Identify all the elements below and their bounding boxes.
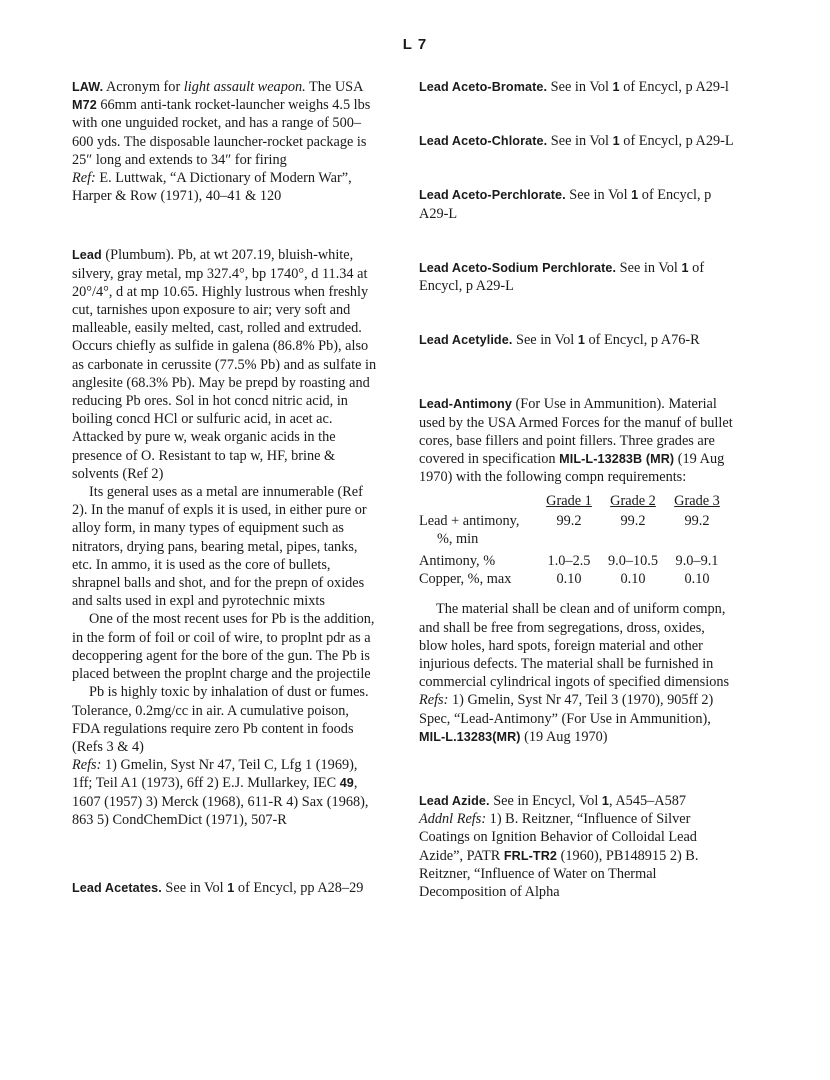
entry-term: Lead-Antimony: [419, 397, 512, 412]
lead-antimony-paragraph: The material shall be clean and of uniform compn, and shall be free from segregations, dross, oxides, blow holes, hard spots, foreign material and other injurious defects. The material shall be furnished in commercial cylindrical ingots of specified dimensions: [419, 601, 730, 691]
entry-term: Lead Aceto-Chlorate.: [419, 134, 548, 149]
table-row-label: Antimony, %: [419, 553, 496, 570]
entry-law: [72, 78, 378, 205]
table-row-label: Lead + antimony,: [419, 512, 520, 529]
table-header-cell: Grade 1: [546, 493, 592, 510]
entry-term: Lead Aceto-Bromate.: [419, 80, 548, 94]
left-column: [72, 78, 378, 897]
table-cell: 0.10: [684, 571, 710, 588]
entry-lead-aceto-sodium-perchlorate: Lead Aceto-Sodium Perchlorate. See in Vol 1 of Encycl, p A29-L: [419, 259, 705, 295]
entry-term: LAW.: [72, 80, 104, 94]
table-cell: 0.10: [556, 571, 582, 588]
table-cell: 9.0–10.5: [607, 553, 659, 570]
table-header-cell: Grade 2: [610, 493, 656, 510]
lead-paragraph: One of the most recent uses for Pb is the addition, in the form of foil or coil of wire, to proplnt pdr as a decoppering agent for the bore of the gun. The Pb is placed between the proplnt charge and the projectile: [72, 611, 375, 683]
table-header-row: [419, 492, 729, 511]
lead-antimony-references: Refs: 1) Gmelin, Syst Nr 47, Teil 3 (1970), 905ff 2) Spec, “Lead-Antimony” (For Use in Ammunition), MIL-L.13283(MR) (19 Aug 1970): [419, 692, 714, 745]
table-cell: 9.0–9.1: [675, 553, 719, 570]
entry-lead-azide: Lead Azide. See in Encycl, Vol 1, A545–A587 Addnl Refs: 1) B. Reitzner, “Influence of Silver Coatings on Ignition Behavior of Colloidal Lead Azide”, PATR FRL-TR2 (1960), PB148915 2) B. Reitzner, “Influence of Water on Thermal Decomposition of Alpha: [419, 792, 737, 901]
table-row-label: %, min: [437, 530, 479, 547]
lead-paragraph: Its general uses as a metal are innumerable (Ref 2). In the manuf of expls it is used, in either pure or alloy form, in many types of equipment such as nitrators, drying pans, bearing metal, pipes, tanks, etc. In ammo, it is used as the core of bullets, shrapnel balls and shot, and for the prepn of oxides and salts used in expl and pyrotechnic mixts: [72, 484, 367, 610]
entry-lead-aceto-chlorate: Lead Aceto-Chlorate. See in Vol 1 of Encycl, p A29-L: [419, 133, 734, 150]
lead-references: Refs: 1) Gmelin, Syst Nr 47, Teil C, Lfg 1 (1969), 1ff; Teil A1 (1973), 6ff 2) E.J. Mullarkey, IEC 49, 1607 (1957) 3) Merck (1968), 611-R 4) Sax (1968), 863 5) CondChemDict (1971), 507-R: [72, 757, 369, 828]
table-cell: 0.10: [620, 571, 646, 588]
table-cell: 99.2: [684, 512, 710, 529]
table-header-cell: Grade 3: [674, 493, 720, 510]
lead-paragraph: Lead (Plumbum). Pb, at wt 207.19, bluish-white, silvery, gray metal, mp 327.4°, bp 1740°, d 11.34 at 20°/4°, d at mp 10.65. Highly lustrous when freshly cut, tarnishes upon exposure to air; very soft and malleable, easily melted, cast, rolled and extruded. Occurs chiefly as sulfide in galena (86.8% Pb), also as carbonate in cerussite (77.5% Pb) and as sulfate in anglesite (68.3% Pb). May be prepd by roasting and reducing Pb ores. Sol in hot concd nitric acid, in boiling concd HCl or sulfuric acid, in acet ac. Attacked by pure w, weak organic acids in the presence of O. Resistant to tap w, HF, brine & solvents (Ref 2): [72, 247, 377, 482]
entry-lead: [72, 246, 378, 829]
entry-lead-aceto-perchlorate: Lead Aceto-Perchlorate. See in Vol 1 of Encycl, p A29-L: [419, 187, 712, 222]
entry-lead-antimony: Lead-Antimony (For Use in Ammunition). Material used by the USA Armed Forces for the manuf of bullet cores, base fillers and point fillers. Three grades are covered in specification MIL-L-13283B (MR) (19 Aug 1970) with the following compn requirements: Grade 1 Grade 2 Grade 3 Lead + antimony, %, min 99.2 99.2 99.2 Antimony, % 1.0–2.5 9.0–10.5 9.0–9.1 Copper, %, max 0.10 0.10 0.10 The material shall be clean and of uniform compn, and shall be free from segregations, dross, oxides, blow holes, hard spots, foreign material and other injurious defects. The material shall be furnished in commercial cylindrical ingots of specified dimensions Refs: 1) Gmelin, Syst Nr 47, Teil 3 (1970), 905ff 2) Spec, “Lead-Antimony” (For Use in Ammunition), MIL-L.13283(MR) (19 Aug 1970): [419, 395, 737, 746]
entry-lead-aceto-bromate: Lead Aceto-Bromate. See in Vol 1 of Encycl, p A29-l: [419, 79, 729, 95]
entry-lead-acetylide: Lead Acetylide. See in Vol 1 of Encycl, p A76-R: [419, 332, 700, 349]
table-cell: 99.2: [556, 512, 582, 529]
table-row: [419, 512, 729, 548]
table-row: [419, 570, 729, 588]
table-cell: 1.0–2.5: [547, 553, 591, 570]
entry-term: Lead Aceto-Sodium Perchlorate.: [419, 260, 617, 275]
entry-term: Lead Acetates.: [72, 880, 162, 895]
lead-paragraph: Pb is highly toxic by inhalation of dust or fumes. Tolerance, 0.2mg/cc in air. A cumulative poison, FDA regulations require zero Pb content in foods (Refs 3 & 4): [72, 684, 369, 755]
table-row: [419, 548, 729, 570]
law-reference: Ref: E. Luttwak, “A Dictionary of Modern War”, Harper & Row (1971), 40–41 & 120: [72, 170, 352, 205]
entry-term: Lead Azide.: [419, 794, 490, 809]
entry-lead-acetates: Lead Acetates. See in Vol 1 of Encycl, pp A28–29: [72, 879, 364, 896]
right-column: [419, 78, 737, 901]
page-number: L 7: [402, 36, 428, 53]
composition-table: [419, 492, 729, 588]
entry-term: Lead: [72, 248, 102, 263]
lead-azide-references: Addnl Refs: 1) B. Reitzner, “Influence of Silver Coatings on Ignition Behavior of Colloidal Lead Azide”, PATR FRL-TR2 (1960), PB148915 2) B. Reitzner, “Influence of Water on Thermal Decomposition of Alpha: [419, 811, 699, 901]
table-cell: 99.2: [620, 512, 646, 529]
entry-term: Lead Acetylide.: [419, 333, 513, 348]
entry-term: Lead Aceto-Perchlorate.: [419, 188, 566, 203]
law-definition: LAW. Acronym for light assault weapon. The USA M72 66mm anti-tank rocket-launcher weighs 4.5 lbs with one unguided rocket, and has a range of 500–600 yds. The disposable launcher-rocket package is 25″ long and extends to 34″ for firing: [72, 79, 371, 168]
table-row-label: Copper, %, max: [419, 571, 512, 588]
